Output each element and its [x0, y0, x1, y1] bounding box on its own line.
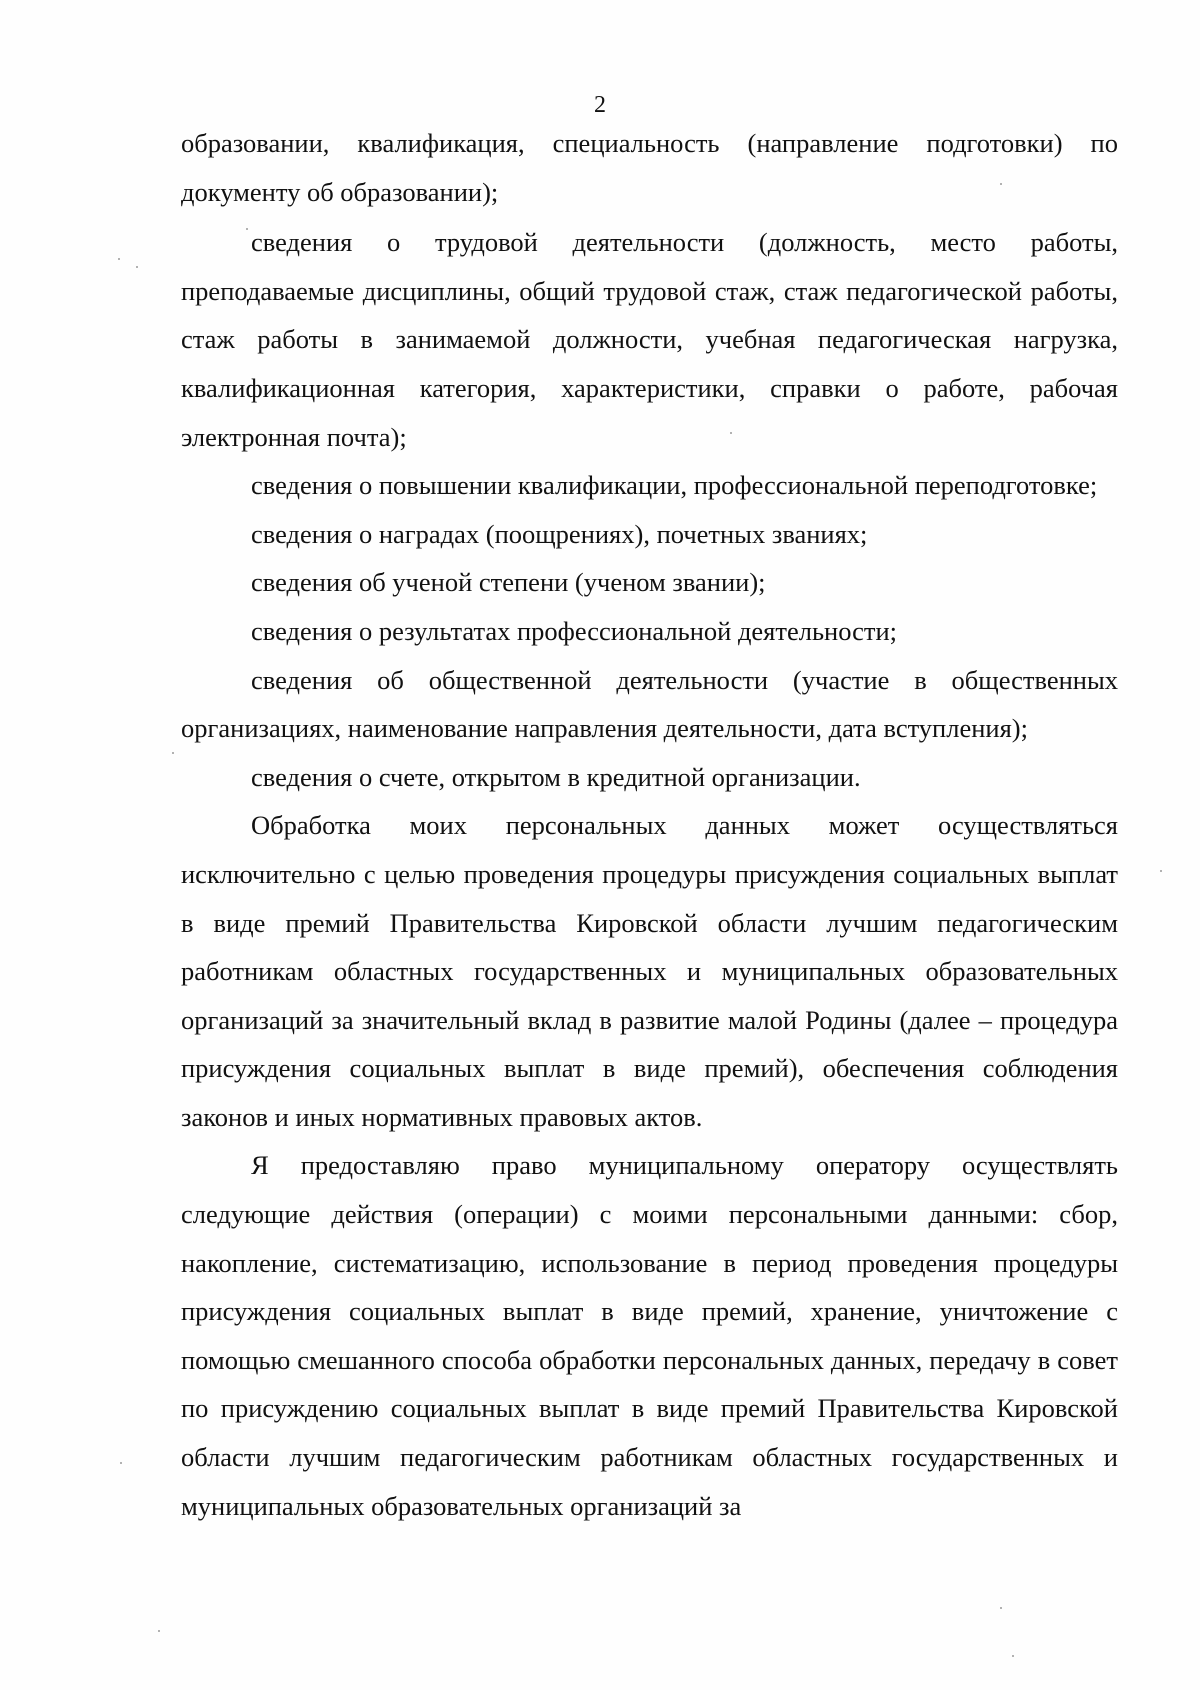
- scan-speck: [118, 258, 120, 260]
- scan-speck: [158, 1630, 160, 1632]
- paragraph-qualification: сведения о повышении квалификации, профессиональной переподготовке;: [251, 470, 1098, 501]
- page-number: 2: [594, 92, 606, 118]
- paragraph-results: сведения о результатах профессиональной деятельности;: [251, 615, 898, 646]
- paragraph-public-activity: сведения об общественной деятельности (участие в общественных организациях, наименование направления деятельности, дата вступления);: [181, 664, 1118, 744]
- paragraph-awards: сведения о наградах (поощрениях), почетных званиях;: [251, 518, 868, 549]
- paragraph-bank-account: сведения о счете, открытом в кредитной организации.: [251, 761, 861, 792]
- paragraph-operator-rights: Я предоставляю право муниципальному оператору осуществлять следующие действия (операции) с моими персональными данными: сбор, накопление, систематизацию, использование в период проведения процедуры присуждения социальных выплат в виде премий, хранение, уничтожение с помощью смешанного способа обработки персональных данных, передачу в совет по присуждению социальных выплат в виде премий Правительства Кировской области лучшим педагогическим работникам областных государственных и муниципальных образовательных организаций за: [181, 1150, 1118, 1521]
- paragraph-work-info: сведения о трудовой деятельности (должность, место работы, преподаваемые дисциплины, общий трудовой стаж, стаж педагогической работы, стаж работы в занимаемой должности, учебная педагогическая нагрузка, квалификационная категория, характеристики, справки о работе, рабочая электронная почта);: [181, 227, 1118, 452]
- scan-speck: [1012, 1655, 1014, 1657]
- scan-speck: [1000, 183, 1002, 185]
- scan-speck: [136, 266, 138, 268]
- scan-speck: [120, 1462, 122, 1464]
- scan-speck: [1160, 870, 1162, 872]
- paragraph-degree: сведения об ученой степени (ученом звании);: [251, 567, 766, 598]
- paragraph-education-continued: образовании, квалификация, специальность (направление подготовки) по документу об образовании);: [181, 128, 1118, 207]
- scan-speck: [172, 752, 174, 754]
- scan-speck: [246, 228, 248, 230]
- scan-speck: [1000, 1607, 1002, 1609]
- paragraph-processing-purpose: Обработка моих персональных данных может осуществляться исключительно с целью проведения процедуры присуждения социальных выплат в виде премий Правительства Кировской области лучшим педагогическим работникам областных государственных и муниципальных образовательных организаций за значительный вклад в развитие малой Родины (далее – процедура присуждения социальных выплат в виде премий), обеспечения соблюдения законов и иных нормативных правовых актов.: [181, 810, 1118, 1132]
- document-body: [181, 119, 1118, 1530]
- scan-speck: [730, 432, 732, 434]
